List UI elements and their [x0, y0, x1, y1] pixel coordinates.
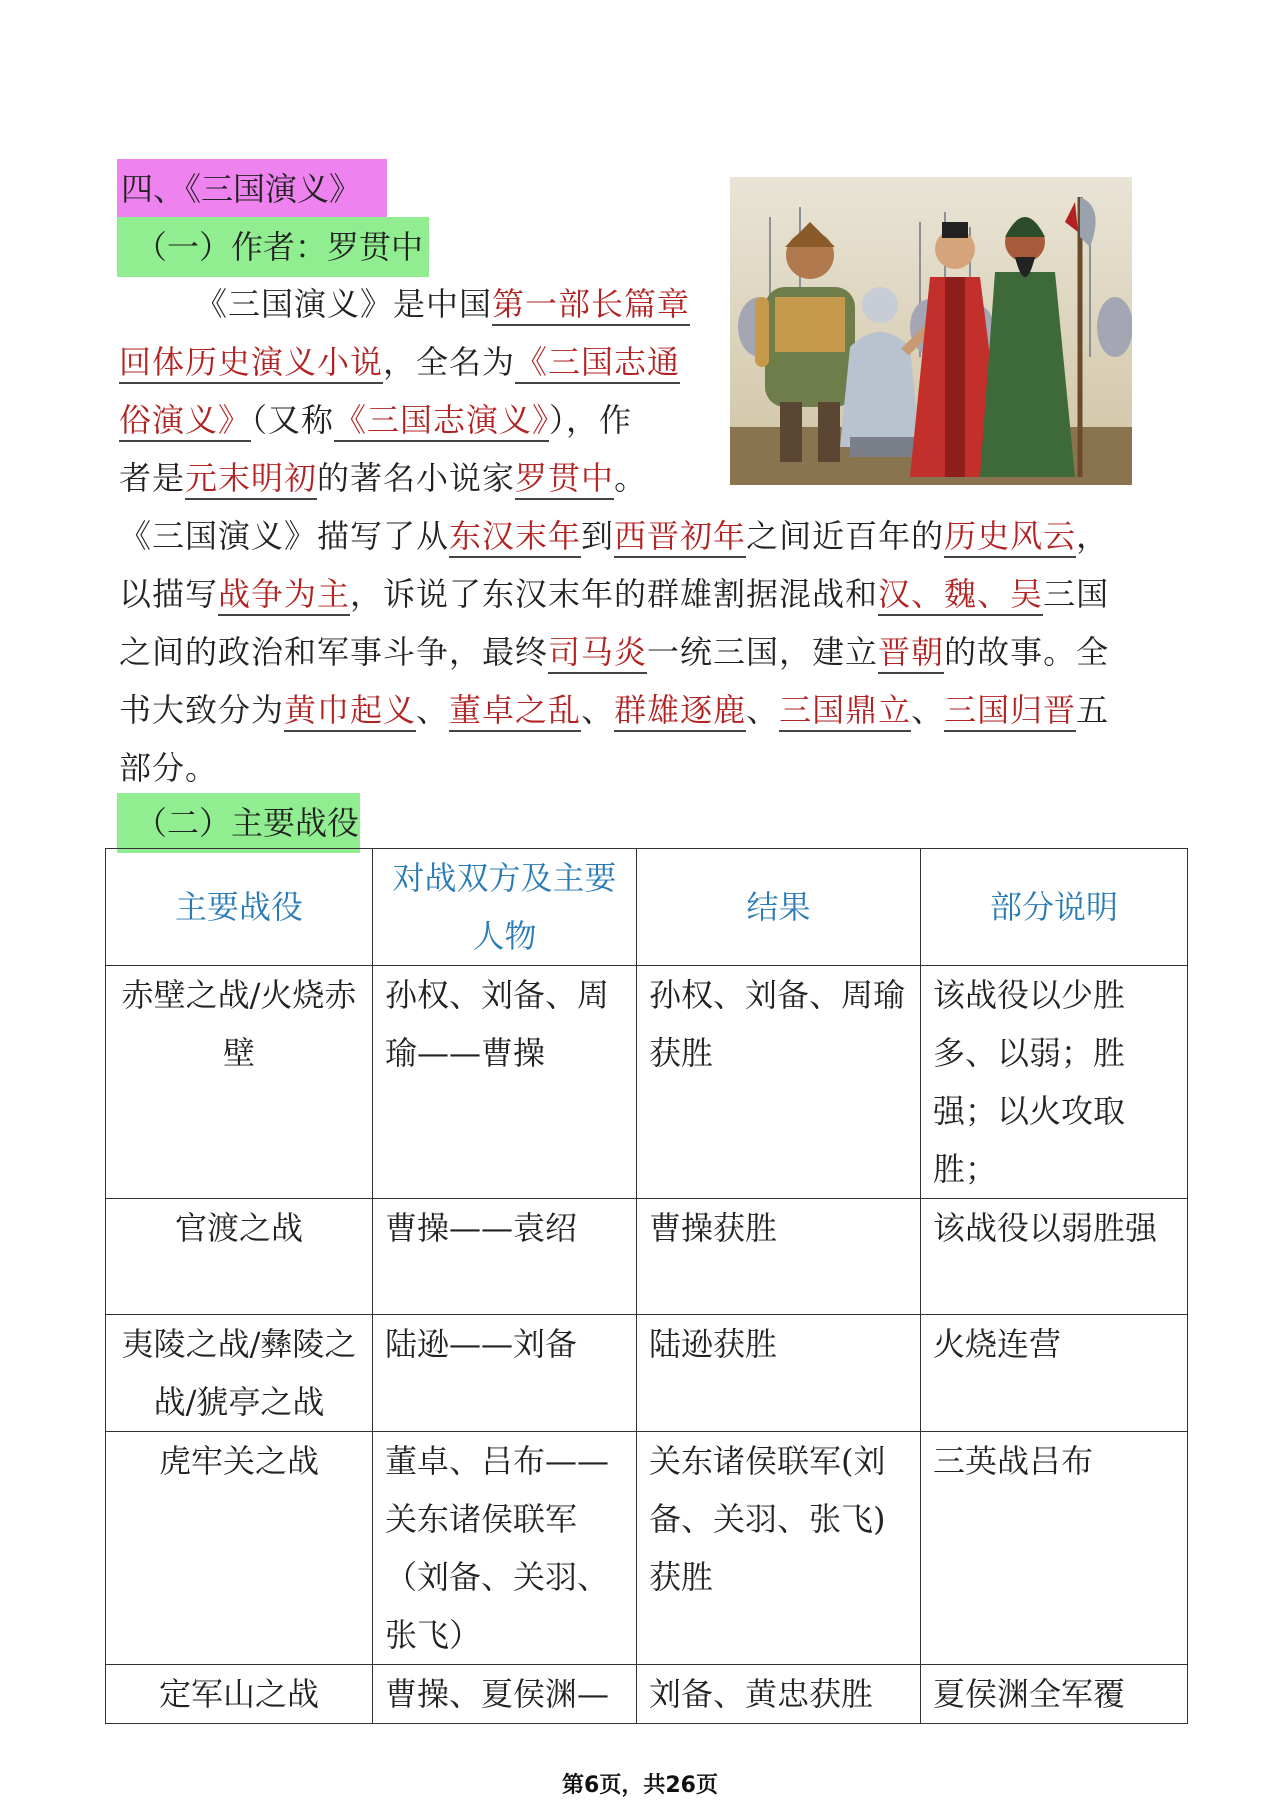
text-segment: 、	[746, 691, 780, 729]
battle-result: 关东诸侯联军(刘备、关羽、张飞)获胜	[637, 1432, 921, 1665]
highlight-term: 历史风云	[944, 517, 1076, 558]
text-segment: 的著名小说家	[317, 459, 516, 497]
battle-sides: 曹操——袁绍	[373, 1199, 637, 1315]
battle-name: 定军山之战	[106, 1665, 373, 1724]
battle-result: 曹操获胜	[637, 1199, 921, 1315]
text-segment: 到	[581, 517, 615, 555]
text-segment: 以描写	[119, 575, 219, 613]
author-heading: （一）作者：罗贯中	[117, 217, 429, 277]
text-segment: 部分。	[119, 749, 219, 787]
highlight-term: 战争为主	[218, 575, 350, 616]
text-segment: ，全名为	[383, 343, 516, 381]
battle-note: 夏侯渊全军覆	[921, 1665, 1188, 1724]
battle-note: 三英战吕布	[921, 1432, 1188, 1665]
highlight-term: 汉、魏、吴	[878, 575, 1043, 616]
table-row	[106, 1665, 1188, 1724]
battles-heading: （二）主要战役	[117, 793, 360, 853]
highlight-term: 司马炎	[548, 633, 647, 674]
battle-result: 刘备、黄忠获胜	[637, 1665, 921, 1724]
header-result: 结果	[637, 849, 921, 966]
battles-table	[105, 848, 1188, 1724]
battle-result: 孙权、刘备、周瑜获胜	[637, 966, 921, 1199]
highlight-term: 俗演义》	[119, 401, 251, 442]
header-note: 部分说明	[921, 849, 1188, 966]
highlight-term: 罗贯中	[515, 459, 614, 500]
highlight-term: 黄巾起义	[284, 691, 416, 732]
section-title: 四、《三国演义》	[117, 159, 387, 219]
text-segment: 五	[1076, 691, 1110, 729]
table-header-row	[106, 849, 1188, 966]
battle-note: 该战役以少胜多、以弱；胜强；以火攻取胜；	[921, 966, 1188, 1199]
text-segment: 者是	[119, 459, 186, 497]
battle-note: 火烧连营	[921, 1315, 1188, 1432]
text-segment: 一统三国，建立	[647, 633, 879, 671]
battle-name: 官渡之战	[106, 1199, 373, 1315]
highlight-term: 董卓之乱	[449, 691, 581, 732]
highlight-term: 《三国志演义》	[334, 401, 549, 442]
table-row	[106, 1432, 1188, 1665]
text-segment: ，	[1076, 517, 1110, 555]
highlight-term: 元末明初	[185, 459, 317, 500]
highlight-term: 三国鼎立	[779, 691, 911, 732]
battle-result: 陆逊获胜	[637, 1315, 921, 1432]
text-segment: 。	[614, 459, 648, 497]
battle-name: 虎牢关之战	[106, 1432, 373, 1665]
highlight-term: 东汉末年	[449, 517, 581, 558]
battle-sides: 陆逊——刘备	[373, 1315, 637, 1432]
battle-name: 赤壁之战/火烧赤壁	[106, 966, 373, 1199]
text-segment: ，诉说了东汉末年的群雄割据混战和	[350, 575, 879, 613]
text-segment: 、	[581, 691, 615, 729]
highlight-term: 三国归晋	[944, 691, 1076, 732]
table-row	[106, 966, 1188, 1199]
highlight-term: 《三国志通	[515, 343, 680, 384]
highlight-term: 第一部长篇章	[492, 285, 690, 326]
battle-note: 该战役以弱胜强	[921, 1199, 1188, 1315]
text-segment: 、	[416, 691, 450, 729]
text-segment: 的故事。全	[944, 633, 1110, 671]
text-segment: ），作	[549, 401, 633, 439]
text-segment: （又称	[251, 401, 335, 439]
battle-sides: 孙权、刘备、周瑜——曹操	[373, 966, 637, 1199]
table-row	[106, 1199, 1188, 1315]
battle-sides: 曹操、夏侯渊—	[373, 1665, 637, 1724]
text-segment: 书大致分为	[119, 691, 285, 729]
battle-sides: 董卓、吕布——关东诸侯联军（刘备、关羽、张飞）	[373, 1432, 637, 1665]
highlight-term: 群雄逐鹿	[614, 691, 746, 732]
page-number: 第6页，共26页	[562, 1773, 718, 1798]
header-battle: 主要战役	[106, 849, 373, 966]
battle-name: 夷陵之战/彝陵之战/猇亭之战	[106, 1315, 373, 1432]
table-row	[106, 1315, 1188, 1432]
header-sides: 对战双方及主要人物	[373, 849, 637, 966]
text-segment: 之间近百年的	[746, 517, 945, 555]
highlight-term: 西晋初年	[614, 517, 746, 558]
text-segment: 《三国演义》是中国	[195, 285, 493, 323]
text-segment: 、	[911, 691, 945, 729]
highlight-term: 晋朝	[878, 633, 944, 674]
highlight-term: 回体历史演义小说	[119, 343, 383, 384]
text-segment: 三国	[1043, 575, 1110, 613]
text-segment: 《三国演义》描写了从	[119, 517, 450, 555]
text-segment: 之间的政治和军事斗争，最终	[119, 633, 549, 671]
intro-paragraph	[119, 275, 1109, 797]
